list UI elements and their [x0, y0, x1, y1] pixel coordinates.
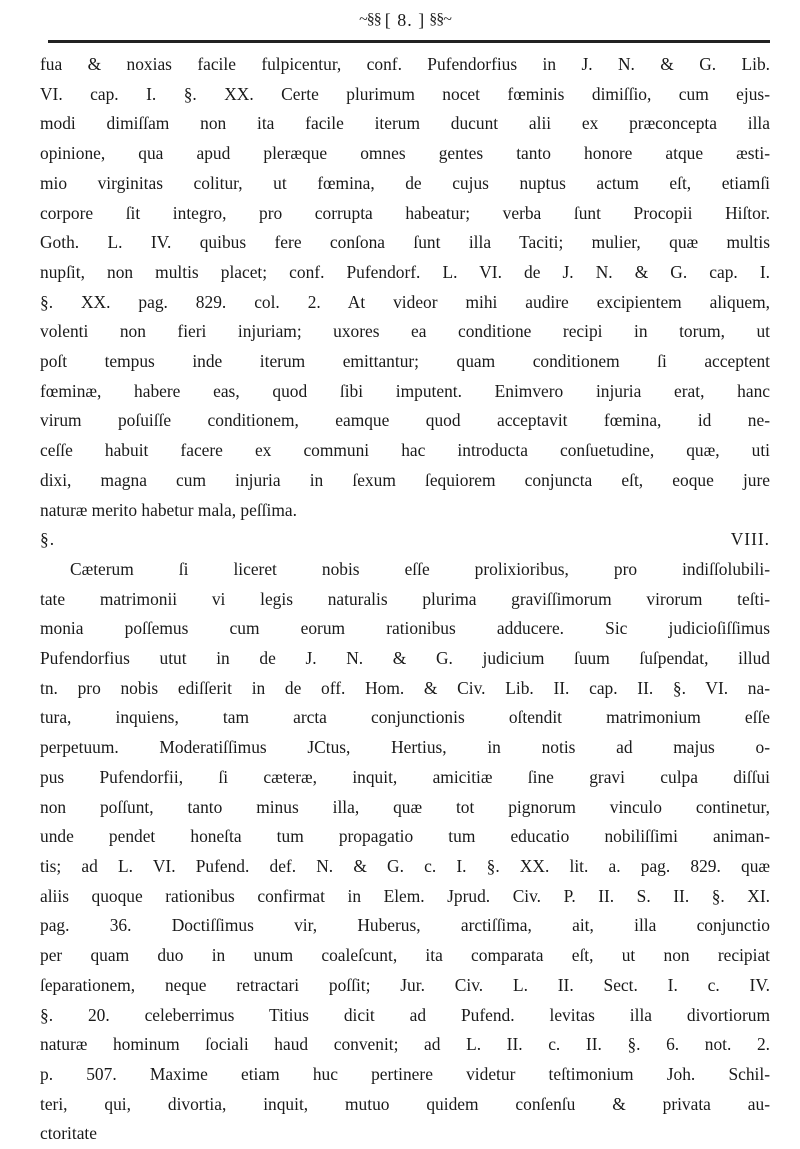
text-line: tn. pro nobis ediſſerit in de off. Hom. & Civ. Lib. II. cap. II. §. VI. na-: [40, 677, 770, 698]
text-line: p. 507. Maxime etiam huc pertinere videtur teſtimonium Joh. Schil-: [40, 1063, 770, 1084]
page-number: [ 8. ]: [384, 10, 426, 30]
text-line: §. 20. celeberrimus Titius dicit ad Pufend. levitas illa divortiorum: [40, 1004, 770, 1025]
text-line: mio virginitas colitur, ut fœmina, de cujus nuptus actum eſt, etiamſi: [40, 172, 770, 193]
text-line: unde pendet honeſta tum propagatio tum educatio nobiliſſimi animan-: [40, 826, 770, 847]
text-line: modi dimiſſam non ita facile iterum ducunt alii ex præconcepta illa: [40, 113, 770, 134]
text-line: ceſſe habuit facere ex communi hac introducta conſuetudine, quæ, uti: [40, 440, 770, 461]
catchword: ctoritate: [40, 1123, 97, 1144]
text-line: opinione, qua apud pleræque omnes gentes tanto honore atque æsti-: [40, 143, 770, 164]
text-line: corpore ſit integro, pro corrupta habeatur; verba ſunt Procopii Hiſtor.: [40, 202, 770, 223]
header-rule: [48, 40, 770, 43]
text-line: Goth. L. IV. quibus fere conſona ſunt illa Taciti; mulier, quæ multis: [40, 232, 770, 253]
text-line: virum poſuiſſe conditionem, eamque quod acceptavit fœmina, id ne-: [40, 410, 770, 431]
body-text: [40, 50, 770, 1149]
text-line: fua & noxias facile fulpicentur, conf. Pufendorfius in J. N. & G. Lib.: [40, 54, 770, 74]
text-line: tura, inquiens, tam arcta conjunctionis oſtendit matrimonium eſſe: [40, 707, 770, 728]
text-line: Pufendorfius utut in de J. N. & G. judicium ſuum ſuſpendat, illud: [40, 648, 770, 669]
text-line: monia poſſemus cum eorum rationibus adducere. Sic judicioſiſſimus: [40, 618, 770, 639]
text-line: non poſſunt, tanto minus illa, quæ tot pignorum vinculo continetur,: [40, 796, 770, 817]
text-line: per quam duo in unum coaleſcunt, ita comparata eſt, ut non recipiat: [40, 945, 770, 966]
text-line: ſeparationem, neque retractari poſſit; Jur. Civ. L. II. Sect. I. c. IV.: [40, 974, 770, 995]
text-line: fœminæ, habere eas, quod ſibi imputent. Enimvero injuria erat, hanc: [40, 380, 770, 401]
text-line: naturæ hominum ſociali haud convenit; ad L. II. c. II. §. 6. not. 2.: [40, 1034, 770, 1055]
text-line: perpetuum. Moderatiſſimus JCtus, Hertius, in notis ad majus o-: [40, 737, 770, 758]
text-line: poſt tempus inde iterum emittantur; quam conditionem ſi acceptent: [40, 351, 770, 372]
ornament-right: §§~: [429, 11, 451, 28]
book-page: [40, 8, 770, 1149]
text-line: naturæ merito habetur mala, peſſima.: [40, 499, 297, 520]
paragraph-1: [40, 50, 770, 525]
text-line: tis; ad L. VI. Pufend. def. N. & G. c. I. §. XX. lit. a. pag. 829. quæ: [40, 855, 770, 876]
ornament-left: ~§§: [359, 11, 381, 28]
text-line: aliis quoque rationibus confirmat in Elem. Jprud. Civ. P. II. S. II. §. XI.: [40, 885, 770, 906]
text-line: teri, qui, divortia, inquit, mutuo quidem conſenſu & privata au-: [40, 1093, 770, 1114]
section-heading: §. VIII.: [40, 529, 770, 550]
text-line: VI. cap. I. §. XX. Certe plurimum nocet fœminis dimiſſio, cum ejus-: [40, 83, 770, 104]
text-line: tate matrimonii vi legis naturalis plurima graviſſimorum virorum teſti-: [40, 588, 770, 609]
text-line: dixi, magna cum injuria in ſexum ſequiorem conjuncta eſt, eoque jure: [40, 469, 770, 490]
text-line: pus Pufendorfii, ſi cæteræ, inquit, amicitiæ ſine gravi culpa diſſui: [40, 766, 770, 787]
paragraph-2: [40, 555, 770, 1149]
page-header: [40, 8, 770, 44]
text-line: Cæterum ſi liceret nobis eſſe prolixioribus, pro indiſſolubili-: [70, 558, 770, 579]
text-line: §. XX. pag. 829. col. 2. At videor mihi audire excipientem aliquem,: [40, 291, 770, 312]
text-line: volenti non fieri injuriam; uxores ea conditione recipi in torum, ut: [40, 321, 770, 342]
text-line: nupſit, non multis placet; conf. Pufendorf. L. VI. de J. N. & G. cap. I.: [40, 261, 770, 282]
text-line: pag. 36. Doctiſſimus vir, Huberus, arctiſſima, ait, illa conjunctio: [40, 915, 770, 936]
